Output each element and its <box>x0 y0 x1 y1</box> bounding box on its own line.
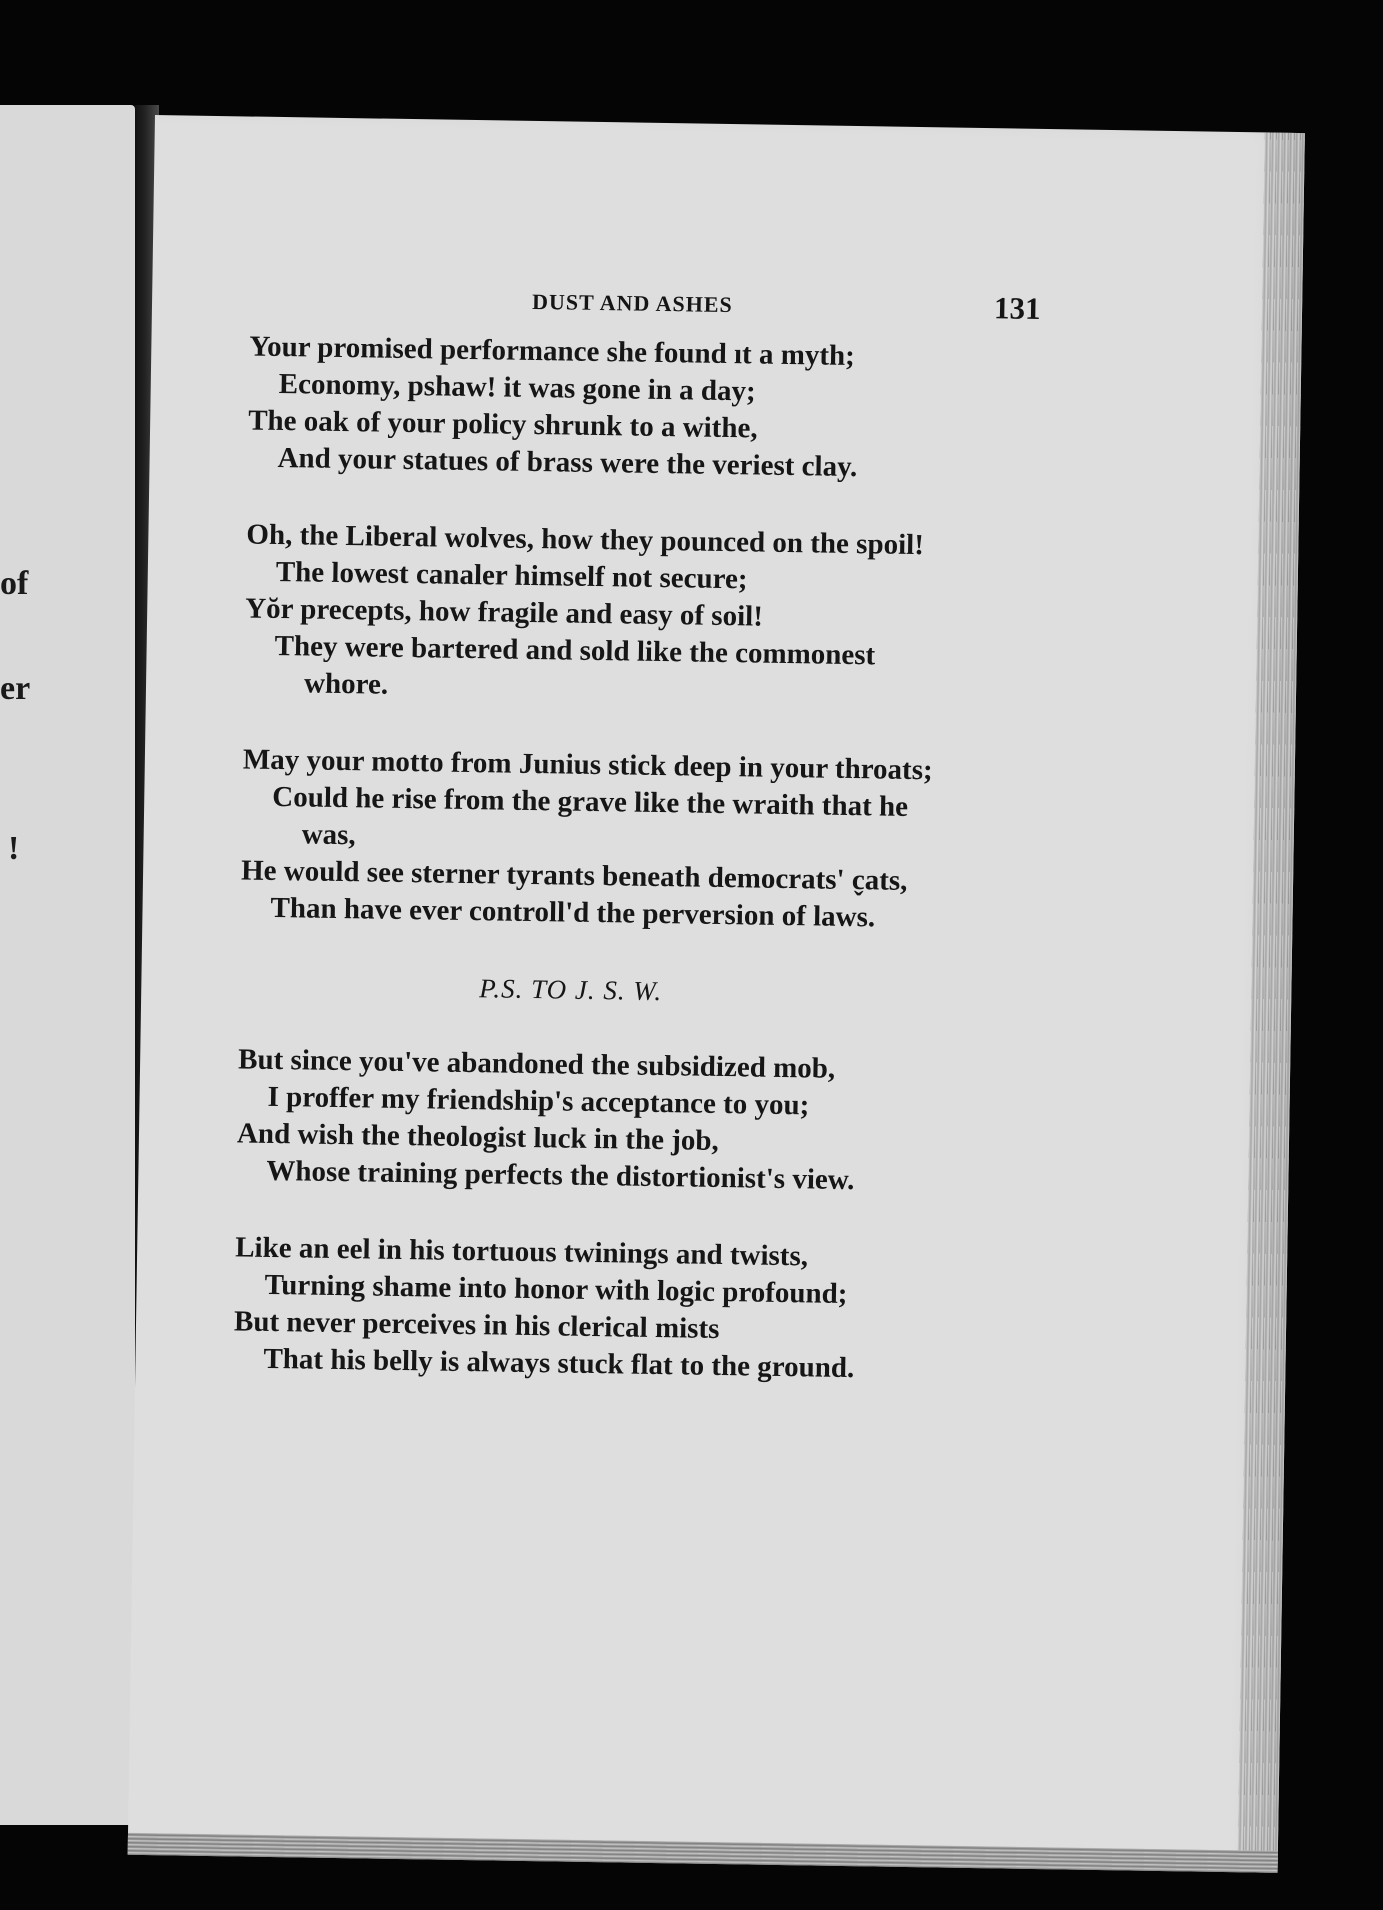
verse-line: And wish the theologist luck in the job, <box>236 1117 720 1157</box>
verse-line: Like an eel in his tortuous twinings and twists, <box>234 1231 809 1273</box>
stanza <box>233 1229 1135 1391</box>
section-title: P.S. TO J. S. W. <box>479 973 663 1007</box>
verse-line: Oh, the Liberal wolves, how they pounced on the spoil! <box>246 518 925 562</box>
verse-line: The oak of your policy shrunk to a withe, <box>247 404 758 445</box>
page-number: 131 <box>993 290 1041 326</box>
verse-line: Yŏr precepts, how fragile and easy of soil! <box>245 592 764 633</box>
left-page-fragment: ! <box>8 830 20 867</box>
running-title: DUST AND ASHES <box>531 288 733 318</box>
left-page-fragment: er <box>0 670 31 707</box>
verse-line: May your motto from Junius stick deep in your throats; <box>242 743 933 787</box>
page-edge <box>1238 132 1305 1872</box>
verse-line: Could he rise from the grave like the wraith that he <box>272 780 909 823</box>
verse-line: Turning shame into honor with logic profound; <box>264 1268 848 1311</box>
stanza <box>240 741 1143 940</box>
verse-line: And your statues of brass were the veriest clay. <box>277 441 858 484</box>
stanza <box>244 516 1147 715</box>
page-bottom-edge <box>128 1833 1278 1873</box>
stanza <box>236 1041 1138 1203</box>
verse-line: That his belly is always stuck flat to the ground. <box>263 1342 855 1385</box>
verse-line: Economy, pshaw! it was gone in a day; <box>278 367 756 408</box>
verse-line: Whose training perfects the distortionist's view. <box>266 1154 855 1197</box>
verse-line: He would see sterner tyrants beneath democrats' c̬ats, <box>240 854 908 897</box>
stanza <box>247 329 1149 491</box>
verse-line: Than have ever controll'd the perversion of laws. <box>270 891 876 934</box>
verse-line: was, <box>301 818 356 852</box>
poem-body <box>233 329 1150 1432</box>
verse-line: whore. <box>303 667 389 701</box>
left-page-fragment: of <box>0 565 29 602</box>
previous-page <box>0 105 135 1825</box>
verse-line: They were bartered and sold like the commonest <box>274 629 876 672</box>
verse-line: But never perceives in his clerical mists <box>233 1305 720 1346</box>
verse-line: The lowest canaler himself not secure; <box>275 555 748 596</box>
verse-line: But since you've abandoned the subsidized mob, <box>237 1043 836 1085</box>
book-page <box>128 115 1305 1873</box>
verse-line: Your promised performance she found ıt a myth; <box>249 330 856 373</box>
verse-line: I proffer my friendship's acceptance to you; <box>267 1080 810 1122</box>
